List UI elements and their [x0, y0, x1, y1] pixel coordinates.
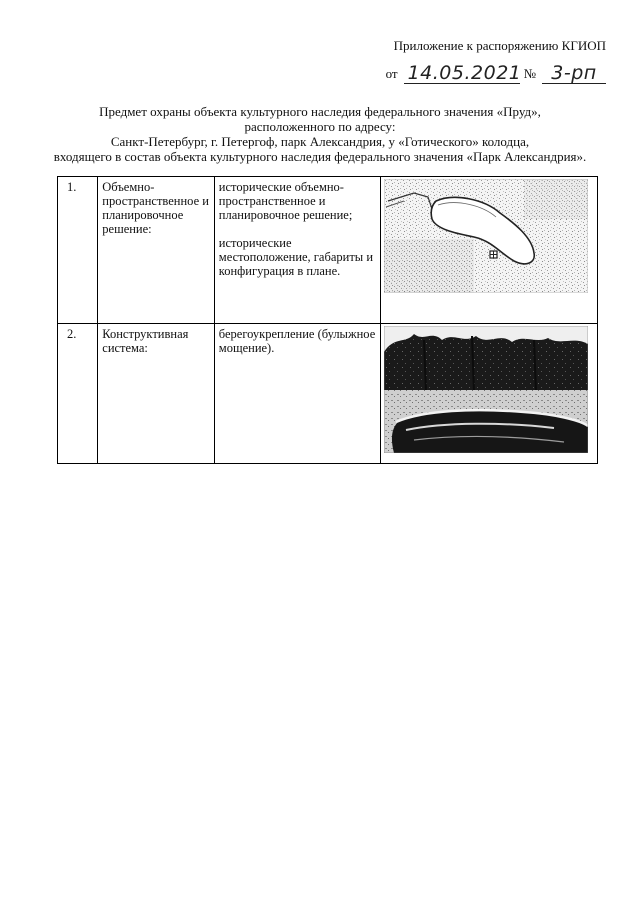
protection-table: [57, 176, 598, 464]
row-number: 2.: [58, 324, 98, 464]
document-title: [40, 104, 600, 164]
pond-plan-map-icon: [384, 179, 588, 293]
pond-photo-icon: [384, 326, 588, 453]
row-number: 1.: [58, 177, 98, 324]
title-line-3: Санкт-Петербург, г. Петергоф, парк Александрия, у «Готического» колодца,: [110, 134, 530, 149]
order-number: 3-рп: [542, 63, 606, 84]
title-line-4: входящего в состав объекта культурного наследия федерального значения «Парк Александрия».: [53, 149, 587, 164]
title-line-1: Предмет охраны объекта культурного наследия федерального значения «Пруд»,: [99, 104, 541, 119]
from-label: от: [385, 66, 398, 81]
table-row: [58, 324, 598, 464]
row-category: Объемно-пространственное и планировочное решение:: [98, 177, 215, 324]
title-line-2: расположенного по адресу:: [244, 119, 396, 134]
row-description: [214, 324, 380, 464]
table-row: [58, 177, 598, 324]
row-description: [214, 177, 380, 324]
row-image-cell: [381, 177, 598, 324]
number-label: №: [523, 66, 536, 81]
order-reference: [386, 58, 606, 84]
description-item: исторические местоположение, габариты и конфигурация в плане.: [218, 236, 374, 278]
row-category: Конструктивная система:: [98, 324, 215, 464]
row-image-cell: [381, 324, 598, 464]
appendix-heading: Приложение к распоряжению КГИОП: [393, 38, 606, 53]
description-item: исторические объемно-пространственное и планировочное решение;: [218, 180, 353, 222]
description-item: берегоукрепление (булыжное мощение).: [218, 327, 376, 355]
order-date: 14.05.2021: [404, 63, 520, 84]
